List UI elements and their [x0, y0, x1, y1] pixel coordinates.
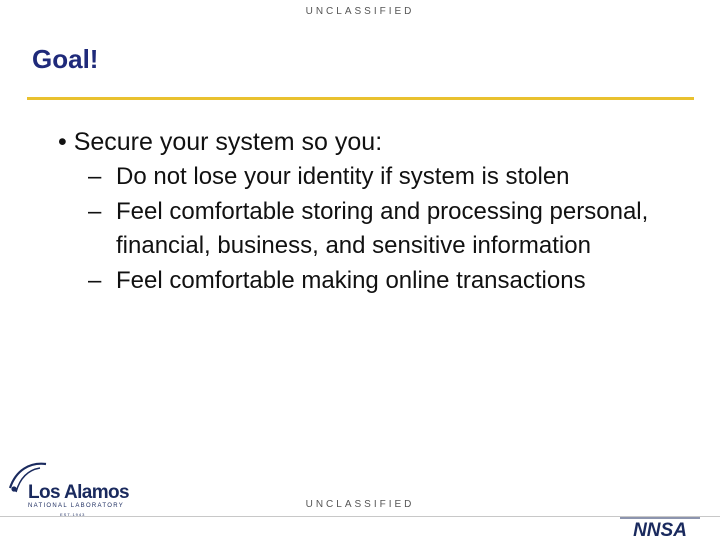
nnsa-logo-text: NNSA — [633, 520, 687, 540]
dash-marker: – — [88, 197, 102, 225]
main-bullet: • Secure your system so you: — [58, 128, 383, 156]
sub-bullet — [58, 264, 678, 299]
lanl-logo — [6, 458, 146, 520]
sub-bullet-text: Feel comfortable making online transactions — [116, 266, 586, 294]
classification-footer: UNCLASSIFIED — [305, 499, 415, 510]
classification-header: UNCLASSIFIED — [305, 6, 415, 17]
dash-marker: – — [88, 163, 102, 190]
nnsa-logo — [620, 514, 700, 540]
lanl-logo-subtitle: NATIONAL LABORATORY — [28, 503, 125, 509]
slide-title: Goal! — [32, 44, 99, 74]
sub-bullet — [58, 160, 678, 195]
lanl-logo-est: EST.1943 — [60, 512, 86, 517]
lanl-logo-name: Los Alamos — [28, 482, 129, 503]
dash-marker: – — [88, 266, 102, 294]
sub-bullet-text: Do not lose your identity if system is stolen — [116, 163, 570, 190]
slide-content — [58, 126, 678, 298]
title-divider — [27, 97, 694, 100]
sub-bullet-list — [58, 160, 678, 298]
sub-bullet-text: Feel comfortable storing and processing personal, financial, business, and sensitive information — [116, 197, 649, 259]
sub-bullet — [58, 195, 678, 264]
